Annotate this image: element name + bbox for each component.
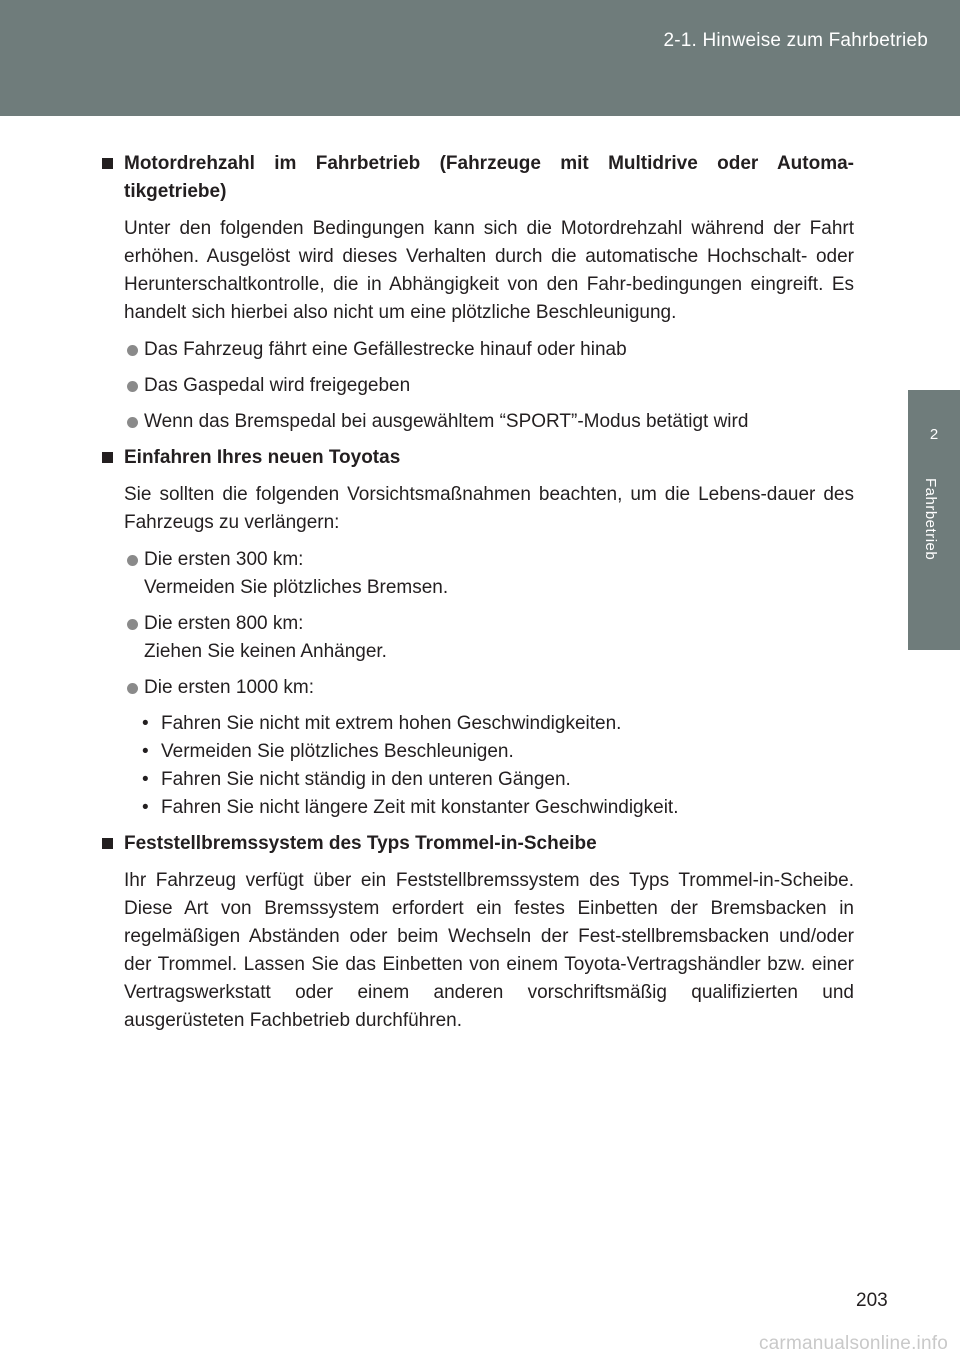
chapter-number: 2 (929, 426, 939, 443)
sub-list-item (100, 738, 854, 766)
side-strip (908, 116, 960, 390)
paragraph: Sie sollten die folgenden Vorsichtsmaßnahmen beachten, um die Lebens-dauer des Fahrzeugs zu verlängern: (124, 484, 854, 533)
list-item-title: Die ersten 300 km: (144, 549, 304, 570)
sub-list-item (100, 710, 854, 738)
page-number: 203 (856, 1290, 888, 1311)
list-item-text: Das Fahrzeug fährt eine Gefällestrecke hinauf oder hinab (144, 339, 627, 360)
dot-bullet-icon (127, 555, 138, 566)
paragraph: Ihr Fahrzeug verfügt über ein Feststellbremssystem des Typs Trommel-in-Scheibe. Diese Art von Bremssystem erfordert ein festes Einbetten der Bremsbacken in regelmäßigen Abständen oder beim Wechseln der Fest-stellbremsbacken und/oder der Trommel. Lassen Sie das Einbetten von einem Toyota-Vertragshändler bzw. einer Vertragswerkstatt oder einem anderen vorschriftsmäßig qualifizierten und ausgerüsteten Fachbetrieb durchführen. (124, 870, 854, 1031)
sub-list-item-text: Vermeiden Sie plötzliches Beschleunigen. (161, 741, 514, 762)
square-bullet-icon (102, 452, 113, 463)
list-item (100, 372, 854, 400)
bullet-glyph: • (142, 713, 149, 734)
bullet-glyph: • (142, 769, 149, 790)
dot-bullet-icon (127, 381, 138, 392)
bullet-glyph: • (142, 797, 149, 818)
heading-text: Feststellbremssystem des Typs Trommel-in-Scheibe (124, 833, 597, 854)
list-item (100, 610, 854, 666)
dot-bullet-icon (127, 619, 138, 630)
sub-list-item (100, 794, 854, 822)
section-heading (100, 150, 854, 206)
list-item-title: Die ersten 1000 km: (144, 677, 315, 698)
list-item (100, 408, 854, 436)
page-header (0, 0, 960, 116)
list-item (100, 546, 854, 602)
section-heading (100, 830, 854, 858)
list-item (100, 336, 854, 364)
sub-list-item-text: Fahren Sie nicht längere Zeit mit konstanter Geschwindigkeit. (161, 797, 679, 818)
list-item (100, 674, 854, 702)
heading-text: Motordrehzahl im Fahrbetrieb (Fahrzeuge mit Multidrive oder Automa-tikgetriebe) (124, 153, 854, 202)
list-item-text: Wenn das Bremspedal bei ausgewähltem “SPORT”-Modus betätigt wird (144, 411, 749, 432)
dot-bullet-icon (127, 417, 138, 428)
heading-text: Einfahren Ihres neuen Toyotas (124, 447, 401, 468)
section-heading (100, 444, 854, 472)
square-bullet-icon (102, 158, 113, 169)
section-title: 2-1. Hinweise zum Fahrbetrieb (663, 30, 928, 51)
list-item-title: Die ersten 800 km: (144, 613, 304, 634)
sub-list (100, 710, 854, 822)
sub-list-item-text: Fahren Sie nicht mit extrem hohen Geschwindigkeiten. (161, 713, 622, 734)
bullet-glyph: • (142, 741, 149, 762)
list-item-text: Ziehen Sie keinen Anhänger. (144, 641, 387, 662)
dot-bullet-icon (127, 345, 138, 356)
dot-bullet-icon (127, 683, 138, 694)
list-item-text: Vermeiden Sie plötzliches Bremsen. (144, 577, 449, 598)
sub-list-item (100, 766, 854, 794)
watermark: carmanualsonline.info (758, 1333, 948, 1354)
page-content (100, 150, 854, 1044)
paragraph: Unter den folgenden Bedingungen kann sich die Motordrehzahl während der Fahrt erhöhen. Ausgelöst wird dieses Verhalten durch die automatische Hochschalt- oder Herunterschaltkontrolle, die in Abhängigkeit von den Fahr-bedingungen eingreift. Es handelt sich hierbei also nicht um eine plötzliche Beschleunigung. (124, 218, 854, 323)
chapter-tab (908, 390, 960, 650)
list-item-text: Das Gaspedal wird freigegeben (144, 375, 411, 396)
sub-list-item-text: Fahren Sie nicht ständig in den unteren Gängen. (161, 769, 571, 790)
square-bullet-icon (102, 838, 113, 849)
chapter-label: Fahrbetrieb (922, 478, 939, 561)
